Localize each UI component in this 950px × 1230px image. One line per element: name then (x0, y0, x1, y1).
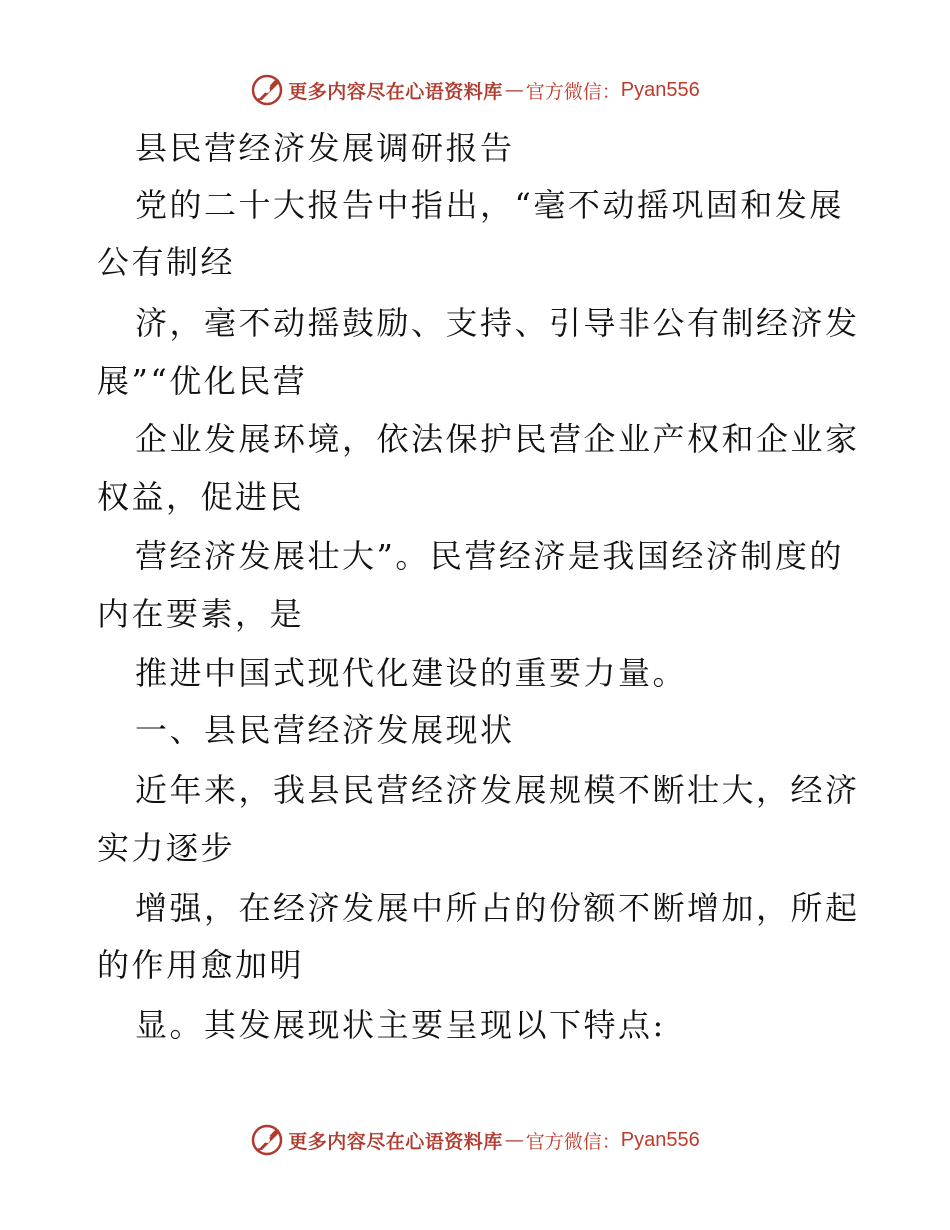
document-title: 县民营经济发展调研报告 (135, 129, 515, 167)
paragraph-line: 推进中国式现代化建设的重要力量。 (135, 654, 688, 692)
banner-text: 更多内容尽在心语资料库 (288, 80, 503, 103)
banner-wechat-id: Pyan556 (620, 1128, 700, 1151)
banner-dash: — (504, 1129, 524, 1151)
paragraph-line: 实力逐步 (97, 829, 236, 867)
paragraph-line: 营经济发展壮大”。民营经济是我国经济制度的 (135, 537, 844, 575)
paragraph-line: 展”“优化民营 (97, 362, 308, 400)
banner-wechat-label: 官方微信： (525, 80, 621, 103)
quill-pen-logo-icon (250, 73, 284, 107)
footer-banner (0, 1120, 950, 1160)
section-heading: 一、县民营经济发展现状 (135, 711, 515, 749)
quill-pen-logo-icon (250, 1123, 284, 1157)
header-banner (0, 70, 950, 110)
paragraph-line: 的作用愈加明 (97, 946, 305, 984)
banner-dash: — (504, 79, 524, 101)
paragraph-line: 增强，在经济发展中所占的份额不断增加，所起 (135, 889, 860, 927)
banner-wechat-label: 官方微信： (525, 1130, 621, 1153)
paragraph-line: 显。其发展现状主要呈现以下特点: (135, 1006, 666, 1044)
paragraph-line: 公有制经 (97, 243, 236, 281)
banner-text: 更多内容尽在心语资料库 (288, 1130, 503, 1153)
paragraph-line: 济，毫不动摇鼓励、支持、引导非公有制经济发 (135, 304, 860, 342)
paragraph-line: 党的二十大报告中指出，“毫不动摇巩固和发展 (135, 186, 844, 224)
banner-wechat-id: Pyan556 (620, 78, 700, 101)
paragraph-line: 企业发展环境，依法保护民营企业产权和企业家 (135, 420, 860, 458)
paragraph-line: 权益，促进民 (97, 478, 305, 516)
paragraph-line: 内在要素，是 (97, 595, 305, 633)
paragraph-line: 近年来，我县民营经济发展规模不断壮大，经济 (135, 771, 860, 809)
